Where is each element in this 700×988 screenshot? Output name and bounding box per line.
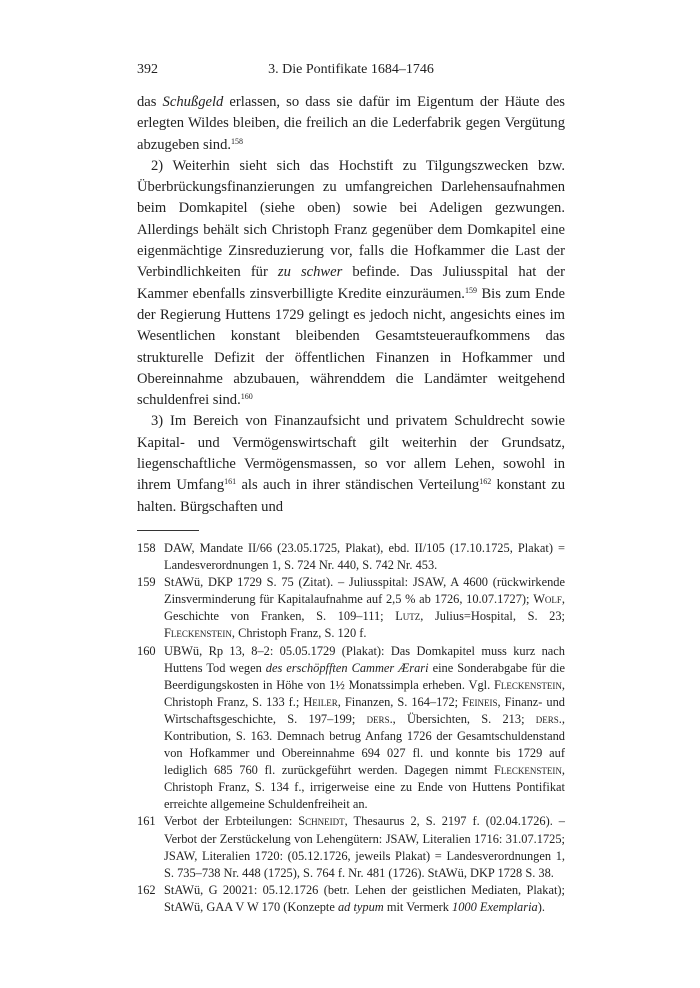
paragraph-1: das Schußgeld erlassen, so dass sie dafür im Eigentum der Häute des erlegten Wildes bleiben, die freilich an die Lederfabrik gegen Vergütung abzugeben sind.$^{158}$ [137,94,565,153]
footnote-159 [137,574,565,642]
page-number: 392 [137,62,158,77]
footnote-ref-161[interactable]: 161 [224,477,237,487]
footnote-number: 158 [137,540,156,555]
running-head: 3. Die Pontifikate 1684–1746 [268,62,434,77]
footnote-ref-159[interactable]: 159 [464,285,477,295]
footnote-text: Verbot der Erbteilungen: Schneidt, Thesaurus 2, S. 2197 f. (02.04.1726). – Verbot der Zerstückelung von Lehengütern: JSAW, Literalien 1716: 31.07.1725; JSAW, Literalien 1720: (05.12.1726, jeweils Plakat) = Landesverordnungen 1, S. 735–738 Nr. 448 (1725), S. 764 f. Nr. 481 (1726). StAWü, DKP 1728 S. 38. [164,814,565,880]
footnote-text: UBWü, Rp 13, 8–2: 05.05.1729 (Plakat): Das Domkapitel muss kurz nach Huttens Tod wegen des erschöpfften Cammer Ærari eine Sonderabgabe für die Beerdigungskosten in Höhe von 1½ Monatssimpla erheben. Vgl. Fleckenstein, Christoph Franz, S. 133 f.; Heiler, Finanzen, S. 164–172; Feineis, Finanz- und Wirtschaftsgeschichte, S. 197–199; ders., Übersichten, S. 213; ders., Kontribution, S. 163. Demnach betrug Anfang 1726 der Gesamtschuldenstand von Hofkammer und Obereinnahme 694 027 fl. und konnte bis 1729 auf lediglich 685 760 fl. zurückgeführt werden. Dagegen nimmt Fleckenstein, Christoph Franz, S. 134 f., irrigerweise eine zu Ende von Huttens Pontifikat erreichte allgemeine Schuldenfreiheit an. [164,643,566,812]
footnote-separator [137,530,199,531]
footnote-161 [137,813,565,881]
footnote-text: StAWü, DKP 1729 S. 75 (Zitat). – Juliusspital: JSAW, A 4600 (rückwirkende Zinsverminderung für Kapitalaufnahme auf 2,5 % ab 1726, 10.07.1727); Wolf, Geschichte von Franken, S. 109–111; Lutz, Julius=Hospital, S. 23; Fleckenstein, Christoph Franz, S. 120 f. [164,575,565,641]
footnote-160 [137,643,565,814]
book-page [137,62,565,916]
footnote-number: 162 [137,882,156,897]
footnote-number: 160 [137,643,156,658]
paragraph-2: 2) Weiterhin sieht sich das Hochstift zu Tilgungszwecken bzw. Überbrückungsfinanzierungen zu umfangreichen Darlehensaufnahmen beim Domkapitel (siehe oben) sowie bei Adeligen gezwungen. Allerdings behält sich Christoph Franz gegenüber dem Domkapitel eine eigenmächtige Zinsreduzierung vor, falls die Hofkammer die Last der Verbindlichkeiten für zu schwer befinde. Das Juliusspital hat der Kammer ebenfalls zinsverbilligte Kredite einzuräumen.$^{159}$ Bis zum Ende der Regierung Huttens 1729 gelingt es jedoch nicht, angesichts eines im Wesentlichen konstant bleibenden Gesamtsteueraufkommens das strukturelle Defizit der öffentlichen Finanzen in Hofkammer und Obereinnahme abzubauen, währenddem die Landämter weitgehend schuldenfrei sind.$^{160}$ [137,157,565,409]
footnote-ref-162[interactable]: 162 [479,477,492,487]
footnote-ref-158[interactable]: 158 [231,136,244,146]
paragraph-3: 3) Im Bereich von Finanzaufsicht und privatem Schuldrecht sowie Kapital- und Vermögenswirtschaft gilt weiterhin der Grundsatz, liegenschaftliche Vermögensmassen, so vor allem Lehen, sowohl in ihrem Umfang$^{161}$ als auch in ihrer ständischen Verteilung$^{162}$ konstant zu halten. Bürgschaften und [137,413,565,515]
footnote-162 [137,882,565,916]
footnote-ref-160[interactable]: 160 [240,392,253,402]
footnote-158 [137,540,565,574]
footnote-text: StAWü, G 20021: 05.12.1726 (betr. Lehen der geistlichen Mediaten, Plakat); StAWü, GAA V W 170 (Konzepte ad typum mit Vermerk 1000 Exemplaria). [164,882,565,914]
footnotes [137,540,565,916]
footnote-number: 161 [137,814,156,829]
page-header [137,62,565,84]
footnote-number: 159 [137,575,156,590]
footnote-text: DAW, Mandate II/66 (23.05.1725, Plakat), ebd. II/105 (17.10.1725, Plakat) = Landesverordnungen 1, S. 724 Nr. 440, S. 742 Nr. 453. [164,540,565,573]
main-text [137,92,565,518]
